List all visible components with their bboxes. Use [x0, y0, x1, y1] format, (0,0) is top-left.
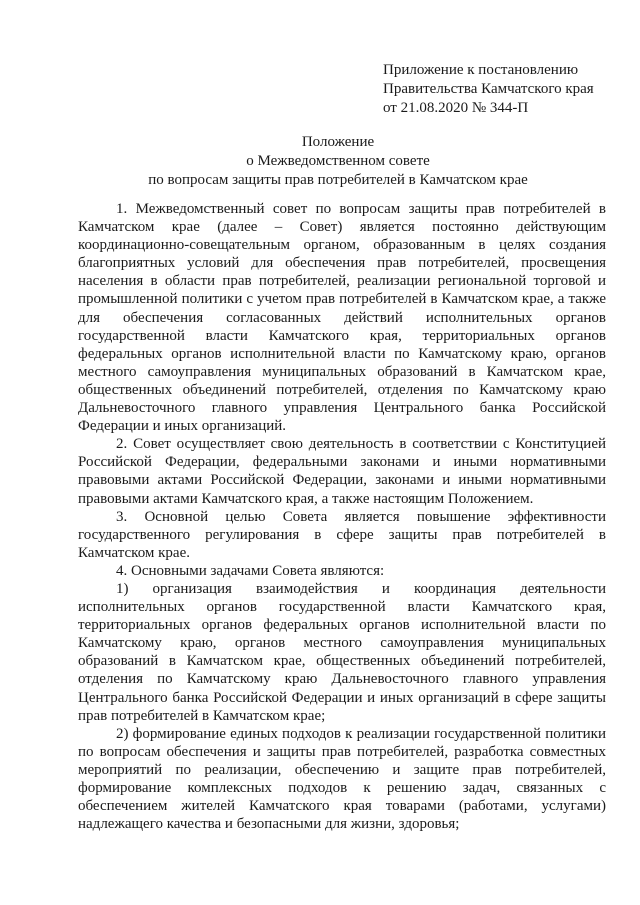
- appendix-header: [383, 61, 623, 118]
- paragraph-2: 2. Совет осуществляет свою деятельность в соответствии с Конституцией Российской Федерации, федеральными законами и иными нормативными правовыми актами Российской Федерации, законами и иными нормативными правовыми актами Камчатского края, а также настоящим Положением.: [78, 436, 606, 507]
- appendix-line-2: Правительства Камчатского края: [383, 81, 594, 97]
- document-title: [70, 133, 606, 190]
- appendix-line-1: Приложение к постановлению: [383, 62, 579, 78]
- paragraph-3: 3. Основной целью Совета является повышение эффективности государственного регулирования в сфере защиты прав потребителей в Камчатском крае.: [78, 508, 606, 561]
- title-line-2: о Межведомственном совете: [246, 153, 430, 169]
- paragraph-1: 1. Межведомственный совет по вопросам защиты прав потребителей в Камчатском крае (далее – Совет) является постоянно действующим координационно-совещательным органом, образованным в целях создания благоприятных условий для обеспечения прав потребителей, просвещения населения в области прав потребителей, реализации региональной торговой и промышленной политики с учетом прав потребителей в Камчатском крае, а также для обеспечения согласованных действий исполнительных органов государственной власти Камчатского края, территориальных органов федеральных органов исполнительной власти по Камчатскому краю, органов местного самоуправления муниципальных образований в Камчатском крае, общественных объединений потребителей, отделения по Камчатскому краю Дальневосточного главного управления Центрального банка Российской Федерации и иных организаций.: [78, 201, 606, 435]
- paragraph-4-item-1: 1) организация взаимодействия и координация деятельности исполнительных органов государственной власти Камчатского края, территориальных органов федеральных органов исполнительной власти по Камчатскому краю, органов местного самоуправления муниципальных образований в Камчатском крае, общественных объединений потребителей, отделения по Камчатскому краю Дальневосточного главного управления Центрального банка Российской Федерации и иных организаций в сфере защиты прав потребителей в Камчатском крае;: [78, 580, 606, 724]
- title-line-1: Положение: [301, 134, 375, 150]
- paragraph-4-item-2: 2) формирование единых подходов к реализации государственной политики по вопросам обеспечения и защиты прав потребителей, разработка совместных мероприятий по реализации, обеспечению и защите прав потребителей, формирование комплексных подходов к решению задач, связанных с обеспечением жителей Камчатского края товарами (работами, услугами) надлежащего качества и безопасными для жизни, здоровья;: [78, 725, 606, 833]
- title-line-3: по вопросам защиты прав потребителей в Камчатском крае: [148, 172, 528, 188]
- paragraph-4: 4. Основными задачами Совета являются:: [116, 562, 385, 579]
- document-body: [78, 200, 606, 833]
- appendix-line-3: от 21.08.2020 № 344-П: [383, 100, 529, 116]
